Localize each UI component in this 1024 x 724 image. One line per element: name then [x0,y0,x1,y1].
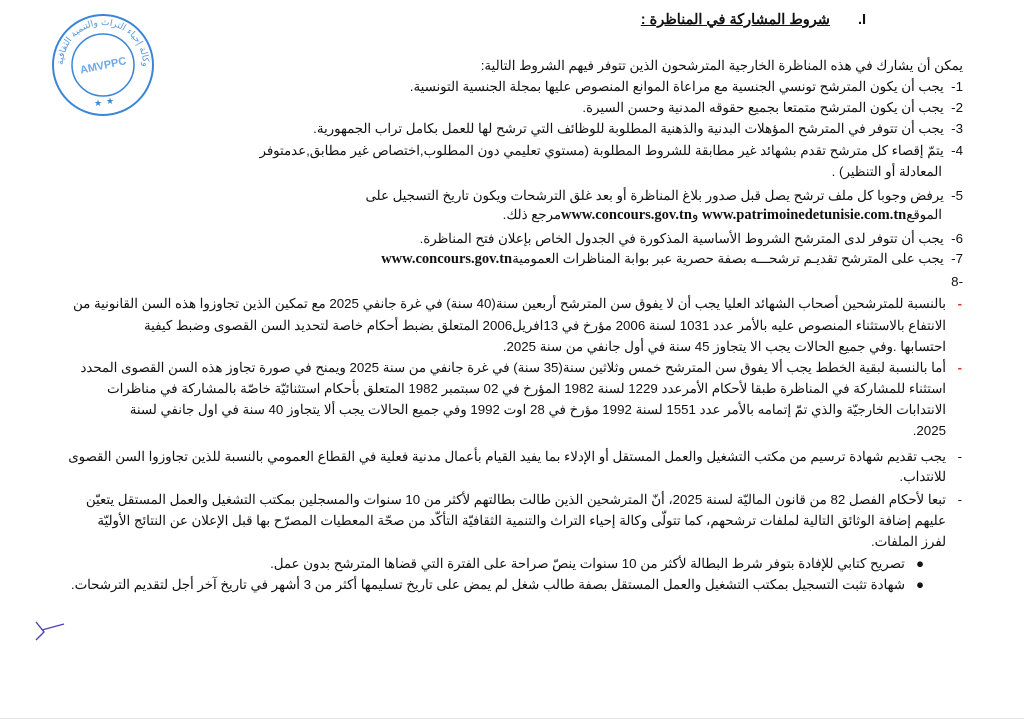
condition-3: 3- يجب أن تتوفر في المترشح المؤهلات البدنية والذهنية المطلوبة للوظائف التي ترشح لها للعمل بكامل تراب الجمهورية. [313,121,963,136]
other-rule-2-line-2: عليهم إضافة الوثائق التالية لملفات ترشحهم، كما تتولّى وكالة إحياء التراث والتنمية الثقافيّة التأكّد من صحّة المعطيات المصرّح بها قبل الإعلان عن النتائج الأوليّة [97,513,946,528]
link-concours-portal[interactable]: www.concours.gov.tn [381,251,513,267]
age-rule-2-line-3: الانتدابات الخارجيّة والذي تمّ إتمامه بالأمر عدد 1551 لسنة 1992 مؤرخ في 28 اوت 1992 وفي جميع الحالات يجب ألا يتجاوز 40 سنة في اول جانفي لسنة [129,402,946,417]
age-rule-2-line-4: 2025. [912,423,946,438]
condition-5-cont: الموقعwww.patrimoinedetunisie.com.tn وwww.concours.gov.tnمرجع ذلك. [502,207,942,223]
stamp-center-text: AMVPPC [78,55,128,77]
condition-4: 4- يتمّ إقصاء كل مترشح تقدم بشهائد غير مطابقة للشروط المطلوبة (مستوي تعليمي دون المطلوب,اختصاص غير مطابق,عدمتوفر [259,143,963,158]
bullet-icon: ● [915,556,924,571]
other-rule-2-dash: - [957,492,962,507]
document-item-2: ● شهادة تثبت التسجيل بمكتب التشغيل والعمل المستقل بصفة طالب شغل لم يمض على تاريخ تسليمها أكثر من 3 أشهر في تاريخ آخر أجل لتقديم الترشحات. [70,577,924,592]
condition-4-cont: المعادلة أو التنظير) . [831,164,942,179]
age-rule-2-line-2: استثناء للمشاركة في المناظرة طبقا لأحكام الأمرعدد 1229 لسنة 1982 المؤرخ في 02 سبتمبر 1982 المتعلق بأحكام استثنائيّة خاصّة بالمشاركة في مناظرات [107,381,946,396]
condition-7: 7- يجب على المترشح تقديـم ترشحـــه بصفة حصرية عبر بوابة المناظرات العموميةwww.concours.gov.tn [381,251,963,267]
condition-1: 1- يجب أن يكون المترشح تونسي الجنسية مع مراعاة الموانع المنصوص عليها بمجلة الجنسية التونسية. [409,79,963,94]
document-item-1: ● تصريح كتابي للإفادة بتوفر شرط البطالة لأكثر من 10 سنوات ينصّ صراحة على الفترة التي قضاها المترشح بدون عمل. [270,556,924,571]
age-rule-1-line-3: احتسابها .وفي جميع الحالات يجب الا يتجاوز 45 سنة في أول جانفي من سنة 2025. [502,339,946,354]
other-rule-1-line-1: يجب تقديم شهادة ترسيم من مكتب التشغيل والعمل المستقل أو الإدلاء بما يفيد القيام بأعمال مدنية فعلية في القطاع العمومي بالنسبة للذين تجاوزوا السن القصوى [68,449,946,464]
age-rule-1-line-2: الانتفاع بالاستثناء المنصوص عليه بالأمر عدد 1031 لسنة 2006 مؤرخ في 13افريل2006 المتعلق بضبط أحكام خاصة لتحديد السن القصوى وضبط كيفية [143,318,946,333]
condition-8: -8 [951,274,963,289]
other-rule-2-line-3: لفرز الملفات. [870,534,946,549]
link-concours[interactable]: www.concours.gov.tn [560,207,692,223]
page-edge-line [0,718,1024,719]
official-stamp [48,10,158,120]
condition-2: 2- يجب أن يكون المترشح متمتعا بجميع حقوقه المدنية وحسن السيرة. [582,100,963,115]
stamp-ring-text: وكالة إحياء التراث والتنمية الثقافية [55,17,151,67]
bullet-icon: ● [915,577,924,592]
section-title-text: شروط المشاركة في المناظرة : [640,12,830,28]
condition-5: 5- يرفض وجوبا كل ملف ترشح يصل قبل صدور بلاغ المناظرة أو بعد غلق الترشحات ويكون تاريخ التسجيل على [365,188,963,203]
link-patrimoine[interactable]: www.patrimoinedetunisie.com.tn [702,207,907,223]
svg-text:★: ★ [94,98,103,108]
section-title [641,12,866,28]
other-rule-1-dash: - [957,449,962,464]
age-rule-2-dash: - [957,360,962,375]
svg-text:★: ★ [106,96,115,106]
condition-6: 6- يجب أن تتوفر لدى المترشح الشروط الأساسية المذكورة في الجدول الخاص بإعلان فتح المناظرة. [419,231,963,246]
section-number: I. [857,12,866,28]
other-rule-2-line-1: تبعا لأحكام الفصل 82 من قانون الماليّة لسنة 2025، أنّ المترشحين الذين طالت بطالتهم لأكثر من 10 سنوات والمسجلين بمكتب التشغيل والعمل المستقل يتعيّن [85,492,946,507]
intro-text: يمكن أن يشارك في هذه المناظرة الخارجية المترشحون الذين تتوفر فيهم الشروط التالية: [480,58,963,73]
other-rule-1-line-2: للانتداب. [899,469,946,484]
age-rule-2-line-1: أما بالنسبة لبقية الخطط يجب ألا يفوق سن المترشح خمس وثلاثين سنة(35 سنة) في غرة جانفي من سنة 2025 ويمنح في صورة تجاوز هذه السن القصوى المحدد [80,360,946,375]
age-rule-1-line-1: بالنسبة للمترشحين أصحاب الشهائد العليا يجب أن لا يفوق سن المترشح أربعين سنة(40 سنة) في غرة جانفي 2025 مع تمكين الذين تجاوزوا هذه السن القانونية من [73,296,946,311]
signature-mark [30,618,70,648]
age-rule-1-dash: - [957,296,962,311]
